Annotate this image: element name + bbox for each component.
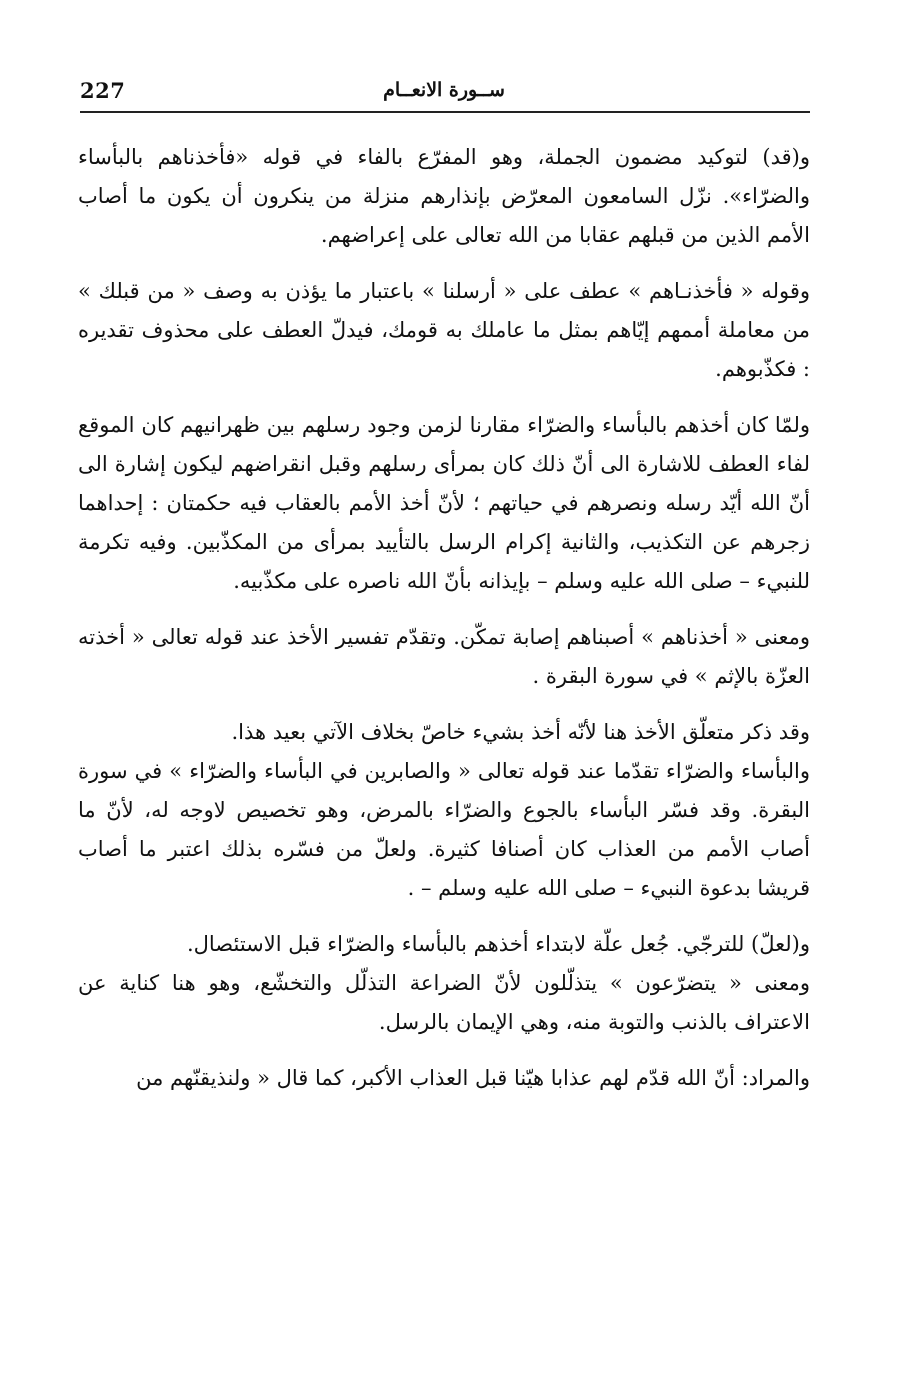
paragraph-lamma-kana: ولمّا كان أخذهم بالبأساء والضرّاء مقارنا لزمن وجود رسلهم بين ظهرانيهم كان الموقع لفاء العطف للاشارة الى أنّ ذلك كان بمرأى رسلهم وقبل انقراضهم ليكون إشارة الى أنّ الله أيّد رسله ونصرهم في حياتهم ؛ لأنّ أخذ الأمم بالعقاب فيه حكمتان : إحداهما زجرهم عن التكذيب، والثانية إكرام الرسل بالتأييد بمرأى من المكذّبين. وفيه تكرمة للنبيء – صلى الله عليه وسلم – بإيذانه بأنّ الله ناصره على مكذّبيه. xyxy=(78,413,810,593)
running-title: ســورة الانعــام xyxy=(383,79,505,101)
paragraph-mutaalliq: وقد ذكر متعلّق الأخذ هنا لأنّه أخذ بشيء خاصّ بخلاف الآتي بعيد هذا. xyxy=(231,720,810,744)
paragraph-yatadarraun: ومعنى « يتضرّعون » يتذلّلون لأنّ الضراعة التذلّل والتخشّع، وهو هنا كناية عن الاعتراف بالذنب والتوبة منه، وهي الإيمان بالرسل. xyxy=(78,971,810,1034)
page-header xyxy=(80,78,808,108)
paragraph-fa-akhadhnahum: وقوله « فأخذنـاهم » عطف على « أرسلنا » باعتبار ما يؤذن به وصف « من قبلك » من معاملة أممهم إيّاهم بمثل ما عاملك به قومك، فيدلّ العطف على محذوف تقديره : فكذّبوهم. xyxy=(78,279,810,381)
header-rule xyxy=(80,111,810,113)
paragraph-laalla: و(لعلّ) للترجّي. جُعل علّة لابتداء أخذهم بالبأساء والضرّاء قبل الاستئصال. xyxy=(186,932,810,956)
paragraph-qad: و(قد) لتوكيد مضمون الجملة، وهو المفرّع بالفاء في قوله «فأخذناهم بالبأساء والضرّاء». نزّل السامعون المعرّض بإنذارهم منزلة من ينكرون أن يكون ما أصاب الأمم الذين من قبلهم عقابا من الله تعالى على إعراضهم. xyxy=(78,145,810,247)
page-body xyxy=(78,138,810,1115)
paragraph-basaa: والبأساء والضرّاء تقدّما عند قوله تعالى « والصابرين في البأساء والضرّاء » في سورة البقرة. وقد فسّر البأساء بالجوع والضرّاء بالمرض، وهو تخصيص لاوجه له، لأنّ ما أصاب الأمم من العذاب كان أصنافا كثيرة. ولعلّ من فسّره بذلك اعتبر ما أصاب قريشا بدعوة النبيء – صلى الله عليه وسلم – . xyxy=(78,759,810,900)
page-number: 227 xyxy=(80,78,126,103)
paragraph-maana-akhadhnahum: ومعنى « أخذناهم » أصبناهم إصابة تمكّن. وتقدّم تفسير الأخذ عند قوله تعالى « أخذته العزّة بالإثم » في سورة البقرة . xyxy=(78,625,810,688)
paragraph-al-murad: والمراد: أنّ الله قدّم لهم عذابا هيّنا قبل العذاب الأكبر، كما قال « ولنذيقنّهم من xyxy=(136,1066,810,1090)
